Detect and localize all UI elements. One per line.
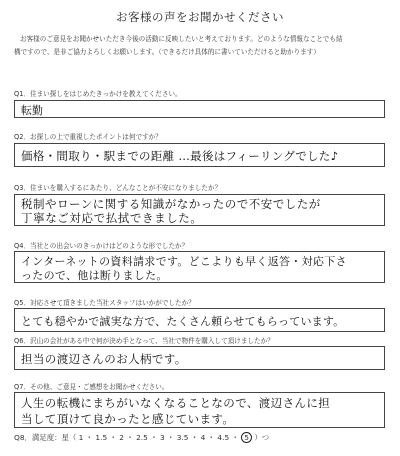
satisfaction-rating: Q8．満足度：星（ 1 ・ 1.5 ・ 2 ・ 2.5 ・ 3 ・ 3.5 ・ 4 ・ 4.5 ・ 5 ）つ — [14, 433, 270, 442]
answer-4-line-2: ったので、他は断りました。 — [21, 269, 168, 282]
question-2-label: Q2．お探しの上で重視したポイントは何ですか？ — [14, 133, 162, 141]
rating-option: 2 — [119, 433, 124, 442]
answer-7-line-2: 当して頂けて良かったと感じています。 — [21, 412, 235, 426]
answer-2-box — [14, 143, 385, 167]
page-title: お客様の声をお聞かせください — [116, 10, 284, 24]
rating-label: Q8．満足度：星（ — [14, 433, 77, 442]
answer-7-box — [14, 392, 385, 428]
question-3-label: Q3．住まいを購入するにあたり、どんなことが不安になりましたか？ — [14, 184, 222, 192]
rating-option: 1.5 — [95, 433, 108, 442]
answer-1-line: 転勤 — [21, 104, 43, 117]
answer-5-line: とても穏やかで誠実な方で、たくさん頼らせてもらっています。 — [21, 315, 345, 328]
answer-7-line-1: 人生の転機にまちがいなくなることなので、渡辺さんに担 — [21, 396, 331, 410]
intro-line: お客様のご意見をお聞かせいただき今後の活動に反映したいと考えております。どのような情報なことでも結 — [20, 35, 343, 43]
answer-6-box — [14, 346, 385, 370]
answer-4-line-1: インターネットの資料請求です。どこよりも早く返答・対応下さ — [21, 255, 347, 268]
question-4-label: Q4．当社との出会いのきっかけはどのような形でしたか？ — [14, 242, 189, 250]
question-6-label: Q6．沢山の会社がある中で何が決め手となって、当社で物件を購入して頂けましたか？ — [14, 337, 274, 345]
answer-1-box — [14, 100, 385, 118]
rating-option: 2.5 — [136, 433, 148, 442]
answer-4-box — [14, 251, 385, 283]
rating-option: 3.5 — [176, 433, 189, 442]
answer-2-line: 価格・間取り・駅までの距離 …最後はフィーリングでした♪ — [21, 149, 339, 163]
answer-3-box — [14, 194, 385, 226]
question-1-label: Q1．住まい探しをはじめたきっかけを教えてください。 — [14, 90, 182, 98]
rating-option: 1 — [78, 433, 84, 442]
rating-option: 4 — [200, 433, 206, 442]
rating-selected-option: 5 — [241, 432, 252, 443]
answer-3-line-1: 税制やローンに関する知識がなかったので不安でしたが — [21, 197, 321, 211]
rating-option: 3 — [159, 433, 165, 442]
question-7-label: Q7．その他、ご意見・ご感想をお聞かせください。 — [14, 383, 169, 391]
rating-option: 4.5 — [217, 433, 230, 442]
answer-6-line: 担当の渡辺さんのお人柄です。 — [21, 352, 187, 366]
rating-suffix: ）つ — [254, 433, 270, 442]
question-5-label: Q5．対応させて頂きました当社スタッフはいかがでしたか？ — [14, 299, 195, 307]
intro-text — [14, 33, 386, 59]
answer-5-box — [14, 308, 385, 332]
answer-3-line-2: 丁寧なご対応で払拭できました。 — [21, 211, 203, 225]
intro-line: 構ですので、是非ご協力よろしくお願いします。（できるだけ具体的に書いていただけると助かります） — [14, 48, 320, 56]
